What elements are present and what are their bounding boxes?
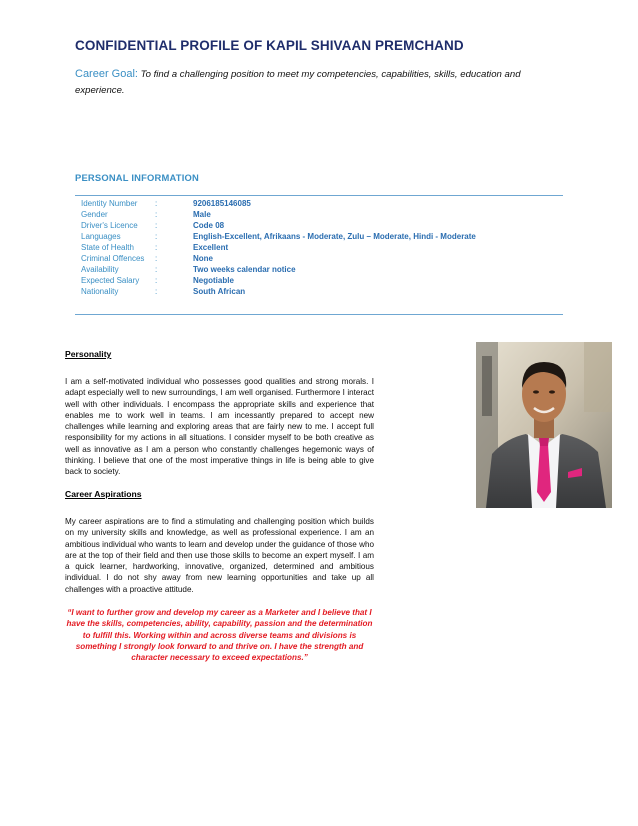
- info-row: [81, 275, 521, 286]
- profile-photo: [476, 342, 612, 508]
- info-separator: :: [155, 210, 158, 219]
- info-value: Negotiable: [193, 276, 234, 285]
- info-label: Driver's Licence: [81, 221, 138, 230]
- info-value: English-Excellent, Afrikaans - Moderate, Zulu – Moderate, Hindi - Moderate: [193, 232, 476, 241]
- info-value: Excellent: [193, 243, 229, 252]
- info-separator: :: [155, 276, 158, 285]
- divider-bottom: [75, 314, 563, 315]
- info-separator: :: [155, 287, 158, 296]
- info-row: [81, 231, 521, 242]
- info-separator: :: [155, 221, 158, 230]
- personal-info-table: [81, 198, 521, 297]
- info-row: [81, 198, 521, 209]
- info-row: [81, 253, 521, 264]
- info-value: South African: [193, 287, 246, 296]
- info-label: Availability: [81, 265, 119, 274]
- career-aspirations-heading: Career Aspirations: [65, 489, 142, 499]
- divider-top: [75, 195, 563, 196]
- info-label: Expected Salary: [81, 276, 140, 285]
- info-separator: :: [155, 243, 158, 252]
- info-value: Code 08: [193, 221, 225, 230]
- info-row: [81, 209, 521, 220]
- personality-heading: Personality: [65, 349, 112, 359]
- career-goal: [75, 66, 545, 99]
- info-label: Identity Number: [81, 199, 138, 208]
- info-row: [81, 220, 521, 231]
- personal-info-heading: PERSONAL INFORMATION: [75, 172, 199, 183]
- profile-photo-image: [476, 342, 612, 508]
- info-label: Gender: [81, 210, 108, 219]
- info-value: 9206185146085: [193, 199, 251, 208]
- info-separator: :: [155, 232, 158, 241]
- career-goal-label: Career Goal:: [75, 68, 138, 80]
- page-title: CONFIDENTIAL PROFILE OF KAPIL SHIVAAN PREMCHAND: [75, 38, 464, 53]
- personality-text: I am a self-motivated individual who possesses good qualities and strong morals. I adapt especially well to new surroundings, I am well organised. Furthermore I interact well with other individuals. I encompass the appropriate skills and experience that enables me to work well in teams. I am incessantly prepared to accept new challenges while learning and exploring areas that are fairly new to me. I accept full responsibility for my actions in all situations. I consider myself to be both creative as well as innovative as I am a person who constantly challenges hegemonic ways of thinking. I believe that one of the most imperative things in life is being able to give back to society.: [65, 377, 374, 476]
- info-value: None: [193, 254, 213, 263]
- info-separator: :: [155, 265, 158, 274]
- info-label: Criminal Offences: [81, 254, 145, 263]
- info-row: [81, 242, 521, 253]
- info-value: Male: [193, 210, 211, 219]
- info-row: [81, 286, 521, 297]
- info-label: Languages: [81, 232, 121, 241]
- info-label: Nationality: [81, 287, 119, 296]
- career-goal-text: To find a challenging position to meet my competencies, capabilities, skills, education and experience.: [75, 69, 521, 96]
- info-separator: :: [155, 199, 158, 208]
- career-quote: “I want to further grow and develop my career as a Marketer and I believe that I have the skills, competencies, ability, capability, passion and the determination to fulfill this. Working within and across diverse teams and divisions is something I strongly look forward to and thrive on. I have the strength and character necessary to exceed expectations.”: [66, 608, 373, 663]
- info-separator: :: [155, 254, 158, 263]
- info-label: State of Health: [81, 243, 134, 252]
- info-row: [81, 264, 521, 275]
- info-value: Two weeks calendar notice: [193, 265, 296, 274]
- career-aspirations-text: My career aspirations are to find a stimulating and challenging position which builds on my university skills and knowledge, as well as professional experience. I am an ambitious individual who wants to learn and develop under the guidance of those who are at the top of their field and then use those skills to become an expert myself. I am a quick learner, hardworking, innovative, organized, determined and ambitious individual. I do not shy away from new learning opportunities and take up all challenges with a proactive attitude.: [65, 517, 374, 594]
